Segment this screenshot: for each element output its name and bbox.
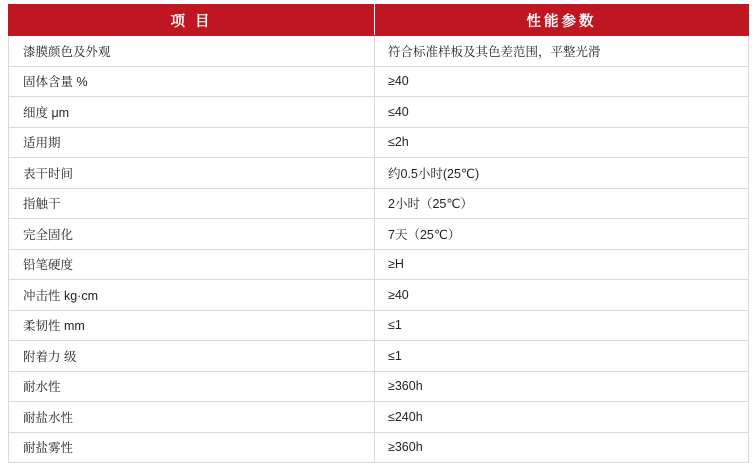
cell-value: ≥40	[375, 66, 749, 97]
cell-item: 适用期	[9, 127, 375, 158]
cell-value: ≤240h	[375, 402, 749, 433]
cell-item: 指触干	[9, 188, 375, 219]
cell-item: 附着力 级	[9, 341, 375, 372]
table-row	[9, 127, 749, 158]
table-row	[9, 188, 749, 219]
cell-item: 固体含量 %	[9, 66, 375, 97]
cell-value: ≥360h	[375, 432, 749, 463]
table-header-row	[9, 5, 749, 36]
table-row	[9, 402, 749, 433]
cell-item: 铅笔硬度	[9, 249, 375, 280]
cell-item: 漆膜颜色及外观	[9, 36, 375, 67]
table-header	[9, 5, 749, 36]
table-row	[9, 432, 749, 463]
cell-item: 表干时间	[9, 158, 375, 189]
table-row	[9, 280, 749, 311]
cell-value: ≥360h	[375, 371, 749, 402]
column-header-value: 性能参数	[375, 5, 749, 36]
table-row	[9, 36, 749, 67]
table-row	[9, 158, 749, 189]
cell-item: 耐水性	[9, 371, 375, 402]
cell-item: 完全固化	[9, 219, 375, 250]
cell-value: ≤1	[375, 341, 749, 372]
cell-value: ≤40	[375, 97, 749, 128]
cell-value: ≤1	[375, 310, 749, 341]
cell-value: 约0.5小时(25℃)	[375, 158, 749, 189]
table-row	[9, 310, 749, 341]
table-row	[9, 219, 749, 250]
column-header-item: 项 目	[9, 5, 375, 36]
specification-table	[8, 4, 749, 463]
table-row	[9, 97, 749, 128]
cell-item: 耐盐雾性	[9, 432, 375, 463]
cell-item: 耐盐水性	[9, 402, 375, 433]
cell-item: 柔韧性 mm	[9, 310, 375, 341]
cell-item: 细度 μm	[9, 97, 375, 128]
cell-value: 7天（25℃）	[375, 219, 749, 250]
cell-value: 2小时（25℃）	[375, 188, 749, 219]
table-row	[9, 249, 749, 280]
cell-value: ≥H	[375, 249, 749, 280]
cell-item: 冲击性 kg·cm	[9, 280, 375, 311]
table-row	[9, 341, 749, 372]
table-row	[9, 371, 749, 402]
table-row	[9, 66, 749, 97]
cell-value: ≥40	[375, 280, 749, 311]
cell-value: 符合标准样板及其色差范围，平整光滑	[375, 36, 749, 67]
cell-value: ≤2h	[375, 127, 749, 158]
table-body	[9, 36, 749, 463]
